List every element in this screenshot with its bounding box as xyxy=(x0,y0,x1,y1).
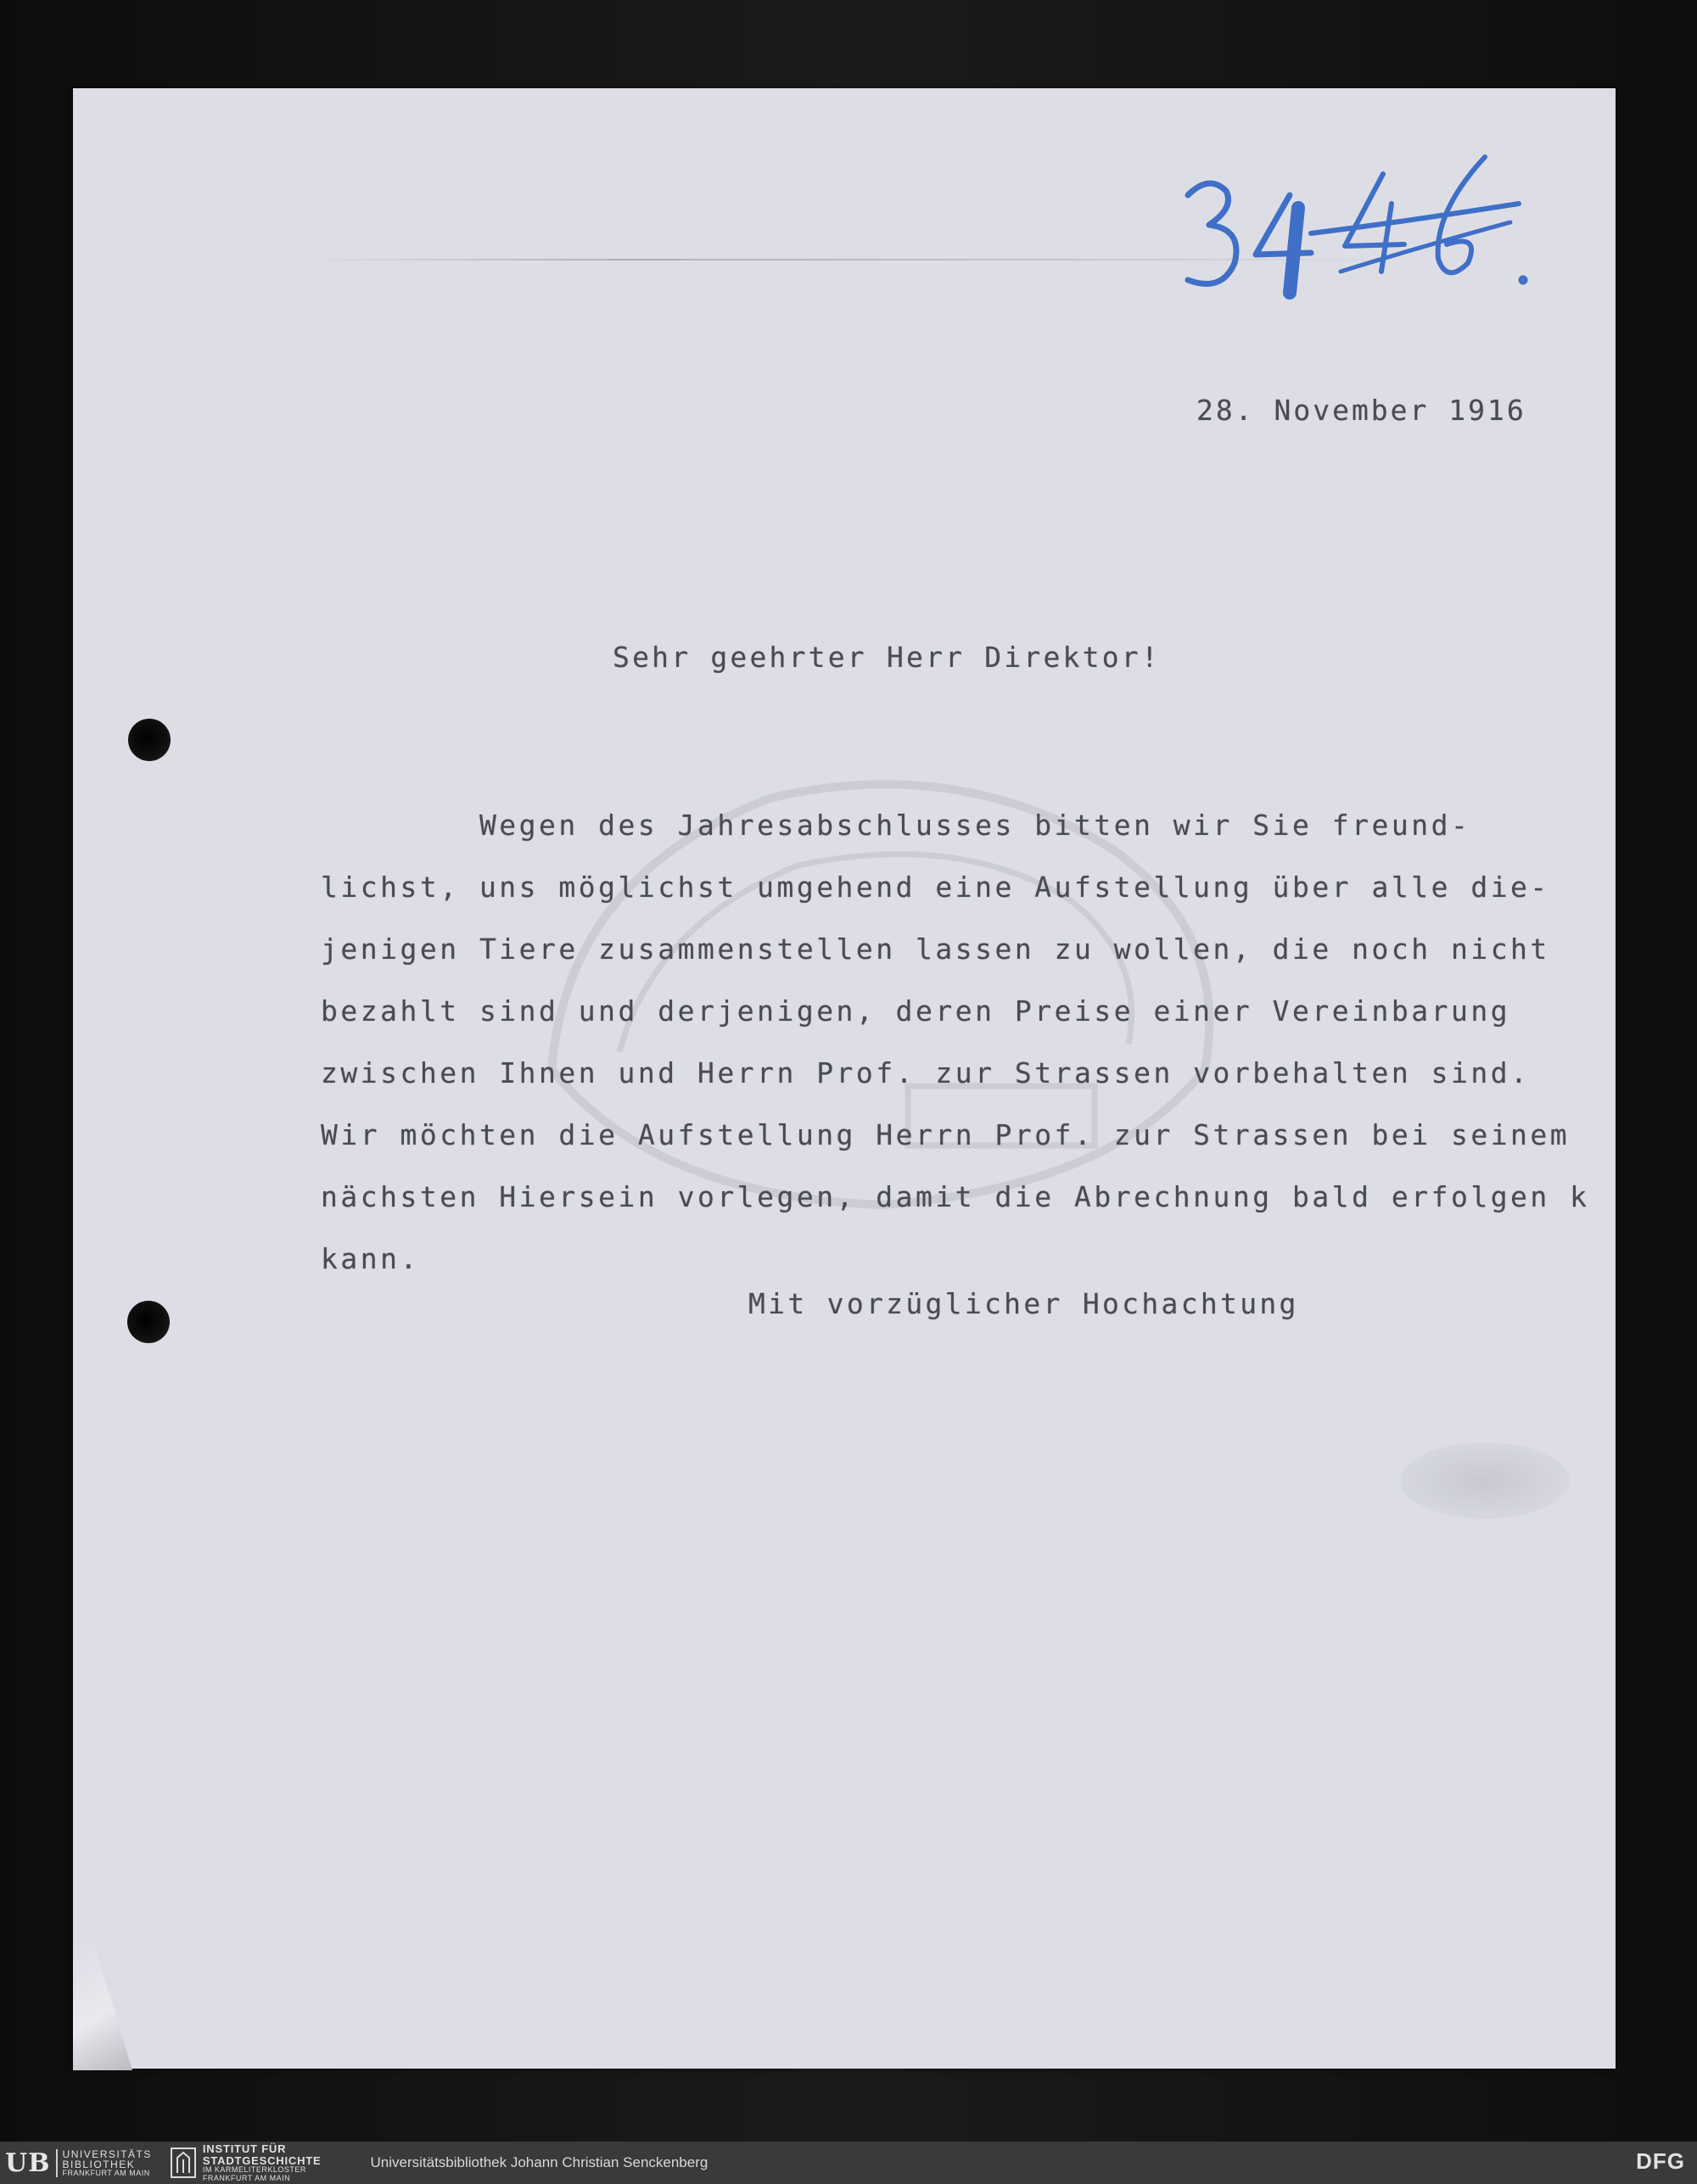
footer-bar xyxy=(0,2142,1697,2184)
isg-line: IM KARMELITERKLOSTER xyxy=(202,2165,306,2175)
isg-line: INSTITUT FÜR xyxy=(202,2142,287,2155)
library-caption[interactable]: Universitätsbibliothek Johann Christian Senckenberg xyxy=(370,2154,708,2170)
letter-date: 28. November 1916 xyxy=(1196,394,1526,427)
body-line: bezahlt sind und derjenigen, deren Preise einer Vereinbarung xyxy=(321,994,1511,1028)
letter-body xyxy=(321,794,1590,1290)
ub-line: UNIVERSITÄTS xyxy=(62,2148,152,2160)
dfg-logo[interactable]: DFG xyxy=(1636,2148,1685,2174)
isg-logo[interactable] xyxy=(171,2143,322,2182)
ub-line: BIBLIOTHEK xyxy=(62,2158,136,2170)
paper-smudge xyxy=(1400,1442,1570,1519)
body-line: Wegen des Jahresabschlusses bitten wir Sie freund- xyxy=(321,809,1471,842)
isg-line: FRANKFURT AM MAIN xyxy=(202,2173,291,2182)
ub-logo[interactable] xyxy=(5,2146,152,2180)
isg-line: STADTGESCHICHTE xyxy=(202,2153,322,2167)
body-line: zwischen Ihnen und Herrn Prof. zur Strassen vorbehalten sind. xyxy=(321,1056,1531,1089)
letter-closing: Mit vorzüglicher Hochachtung xyxy=(748,1287,1299,1320)
punch-hole-lower xyxy=(127,1301,170,1343)
isg-logo-text xyxy=(203,2143,322,2182)
body-line: kann. xyxy=(321,1242,420,1275)
ub-logo-mark: UB xyxy=(5,2148,51,2178)
ub-logo-text xyxy=(56,2149,152,2177)
body-line: nächsten Hiersein vorlegen, damit die Abrechnung bald erfolgen k xyxy=(321,1180,1590,1213)
isg-emblem-icon xyxy=(171,2148,196,2178)
handwritten-archive-number xyxy=(1162,144,1544,314)
punch-hole-upper xyxy=(128,719,171,761)
ub-line: FRANKFURT AM MAIN xyxy=(62,2168,150,2177)
body-line: lichst, uns möglichst umgehend eine Aufstellung über alle die- xyxy=(321,871,1550,904)
body-line: Wir möchten die Aufstellung Herrn Prof. zur Strassen bei seinem xyxy=(321,1118,1571,1151)
letter-salutation: Sehr geehrter Herr Direktor! xyxy=(613,641,1161,674)
body-line: jenigen Tiere zusammenstellen lassen zu wollen, die noch nicht xyxy=(321,932,1550,966)
